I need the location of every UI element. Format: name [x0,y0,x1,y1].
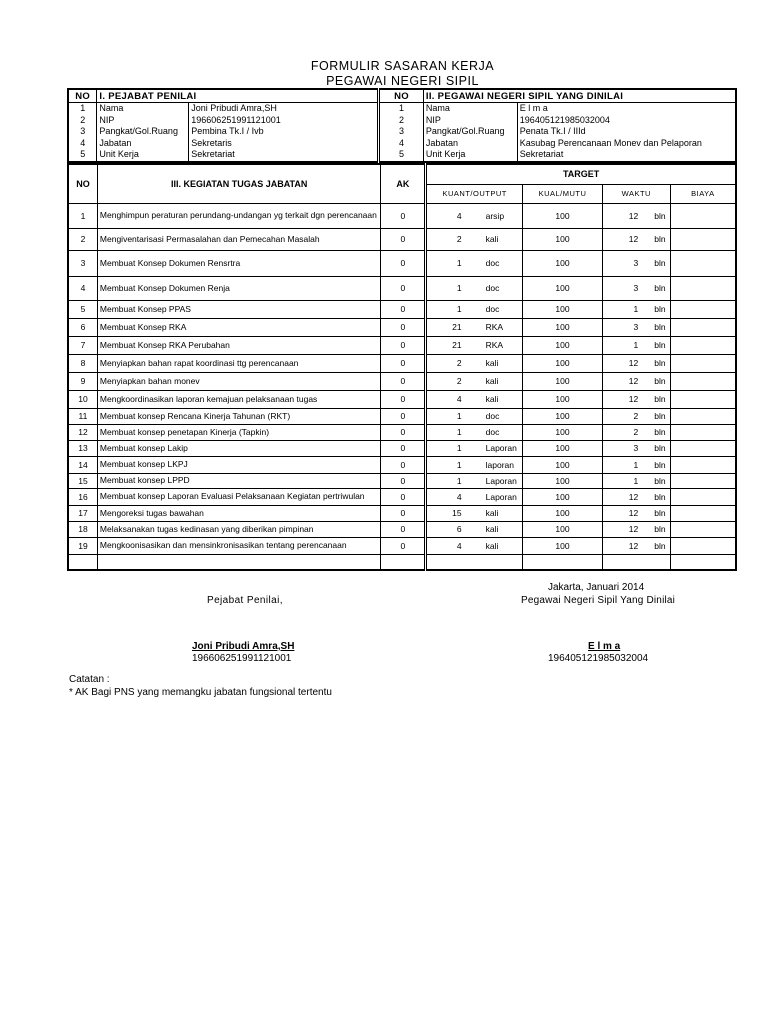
task-cost [670,354,736,372]
task-no: 19 [68,537,97,554]
info-left-value: Pembina Tk.I / Ivb [189,126,379,138]
task-activity: Membuat konsep LPPD [97,473,381,488]
info-right-value: E l m a [517,103,736,115]
info-right-no: 2 [379,115,424,127]
task-time: 12 [602,505,650,521]
task-row [68,521,736,537]
task-quantity-unit: Laporan [474,440,523,456]
task-time: 12 [602,488,650,505]
task-quality: 100 [523,488,603,505]
task-cost [670,372,736,390]
task-quantity-unit: arsip [474,203,523,228]
task-quantity: 15 [426,505,474,521]
task-time: 12 [602,521,650,537]
task-quantity-unit: kali [474,505,523,521]
empty-cell [68,554,97,570]
task-no: 2 [68,228,97,250]
task-activity: Membuat konsep LKPJ [97,456,381,473]
info-right-value: Sekretariat [517,149,736,162]
task-time-unit: bln [650,440,670,456]
task-quality: 100 [523,318,603,336]
task-quantity: 2 [426,372,474,390]
task-activity: Membuat konsep penetapan Kinerja (Tapkin) [97,424,381,440]
task-row [68,440,736,456]
task-time: 12 [602,354,650,372]
task-time-unit: bln [650,408,670,424]
task-quality: 100 [523,390,603,408]
task-cost [670,537,736,554]
task-row [68,354,736,372]
empty-cell [426,554,474,570]
tasks-body [68,203,736,570]
task-time: 3 [602,440,650,456]
task-activity: Mengiventarisasi Permasalahan dan Pemecahan Masalah [97,228,381,250]
form-subtitle: PEGAWAI NEGERI SIPIL [326,74,479,88]
task-quantity: 1 [426,456,474,473]
task-quality: 100 [523,276,603,300]
task-time-unit: bln [650,250,670,276]
task-row [68,276,736,300]
task-time: 1 [602,473,650,488]
personnel-info-table [67,88,737,163]
task-quantity-unit: Laporan [474,488,523,505]
task-quantity-unit: Laporan [474,473,523,488]
info-right-no: 1 [379,103,424,115]
task-cost [670,488,736,505]
info-left-field: Unit Kerja [97,149,189,162]
info-right-field: Pangkat/Gol.Ruang [423,126,517,138]
task-quantity-unit: kali [474,390,523,408]
task-activity: Membuat konsep Laporan Evaluasi Pelaksanaan Kegiatan pertriwulan [97,488,381,505]
task-row [68,250,736,276]
info-left-field: NIP [97,115,189,127]
task-quantity-unit: kali [474,354,523,372]
task-quantity-unit: laporan [474,456,523,473]
task-row [68,390,736,408]
task-ak: 0 [381,203,426,228]
task-quantity: 1 [426,408,474,424]
task-time: 12 [602,228,650,250]
assessor-name: Joni Pribudi Amra,SH [192,641,295,652]
info-no: 2 [80,114,86,125]
empty-cell [670,554,736,570]
task-time: 1 [602,456,650,473]
task-no: 15 [68,473,97,488]
empty-cell [602,554,650,570]
task-ak: 0 [381,424,426,440]
task-activity: Mengoreksi tugas bawahan [97,505,381,521]
assessor-role: Pejabat Penilai, [207,595,283,606]
task-time-unit: bln [650,203,670,228]
kual-mutu-header: KUAL/MUTU [523,184,603,203]
task-activity: Menghimpun peraturan perundang-undangan yg terkait dgn perencanaan [97,203,381,228]
task-activity: Menyiapkan bahan monev [97,372,381,390]
tasks-no-header: NO [68,164,97,203]
empty-cell [523,554,603,570]
task-cost [670,300,736,318]
task-time-unit: bln [650,318,670,336]
task-quality: 100 [523,336,603,354]
task-ak: 0 [381,473,426,488]
task-activity: Membuat Konsep RKA [97,318,381,336]
task-quantity-unit: doc [474,300,523,318]
task-quantity-unit: kali [474,372,523,390]
task-quantity: 1 [426,424,474,440]
task-ak: 0 [381,318,426,336]
biaya-header: BIAYA [670,184,736,203]
info-row [68,126,736,138]
task-quantity: 21 [426,336,474,354]
task-ak: 0 [381,521,426,537]
task-quantity: 4 [426,537,474,554]
task-ak: 0 [381,336,426,354]
task-row [68,300,736,318]
task-time-unit: bln [650,424,670,440]
task-no: 3 [68,250,97,276]
info-row [68,115,736,127]
task-ak: 0 [381,228,426,250]
info-right-field: NIP [423,115,517,127]
task-ak: 0 [381,488,426,505]
task-quality: 100 [523,408,603,424]
task-targets-table [67,163,737,571]
task-quantity-unit: kali [474,521,523,537]
employee-role: Pegawai Negeri Sipil Yang Dinilai [521,595,676,606]
task-no: 16 [68,488,97,505]
task-cost [670,336,736,354]
info-no: 3 [80,126,86,137]
task-cost [670,276,736,300]
info-row [68,103,736,115]
task-time: 12 [602,372,650,390]
task-time: 12 [602,203,650,228]
task-no: 8 [68,354,97,372]
info-right-value: 196405121985032004 [517,115,736,127]
task-time-unit: bln [650,390,670,408]
form-title: FORMULIR SASARAN KERJA [310,59,495,73]
info-no: 5 [80,149,86,160]
task-no: 18 [68,521,97,537]
task-no: 17 [68,505,97,521]
task-quality: 100 [523,354,603,372]
task-row [68,424,736,440]
task-ak: 0 [381,250,426,276]
task-time: 12 [602,390,650,408]
task-quantity: 1 [426,300,474,318]
task-quantity: 2 [426,354,474,372]
task-no: 5 [68,300,97,318]
task-quantity: 1 [426,276,474,300]
info-row [68,149,736,162]
task-quantity-unit: kali [474,537,523,554]
task-activity: Membuat Konsep RKA Perubahan [97,336,381,354]
task-cost [670,424,736,440]
employee-name: E l m a [588,641,621,652]
task-time: 1 [602,336,650,354]
task-row [68,408,736,424]
task-quantity: 21 [426,318,474,336]
task-activity: Melaksanakan tugas kedinasan yang diberikan pimpinan [97,521,381,537]
task-time: 2 [602,424,650,440]
task-row [68,228,736,250]
tasks-target-header: TARGET [426,164,736,184]
info-left-section-header: I. PEJABAT PENILAI [97,89,379,103]
task-cost [670,408,736,424]
task-quality: 100 [523,203,603,228]
info-row [68,138,736,150]
task-time-unit: bln [650,456,670,473]
task-quantity: 2 [426,228,474,250]
info-no: 4 [80,137,86,148]
task-ak: 0 [381,456,426,473]
task-row [68,505,736,521]
employee-nip: 196405121985032004 [548,653,649,664]
task-quality: 100 [523,537,603,554]
info-left-value: Sekretaris [189,138,379,150]
task-activity: Membuat konsep Rencana Kinerja Tahunan (RKT) [97,408,381,424]
task-quantity: 1 [426,440,474,456]
task-time-unit: bln [650,336,670,354]
task-quantity: 4 [426,488,474,505]
task-quantity: 6 [426,521,474,537]
empty-cell [381,554,426,570]
task-no: 7 [68,336,97,354]
task-no: 6 [68,318,97,336]
task-quality: 100 [523,521,603,537]
task-ak: 0 [381,505,426,521]
task-time-unit: bln [650,276,670,300]
task-no: 1 [68,203,97,228]
task-cost [670,440,736,456]
task-time-unit: bln [650,372,670,390]
task-cost [670,203,736,228]
task-ak: 0 [381,537,426,554]
task-time-unit: bln [650,300,670,318]
task-cost [670,521,736,537]
task-no: 10 [68,390,97,408]
task-quantity-unit: doc [474,424,523,440]
task-quality: 100 [523,372,603,390]
place-date: Jakarta, Januari 2014 [548,582,645,593]
task-time-unit: bln [650,521,670,537]
task-time-unit: bln [650,228,670,250]
task-time: 3 [602,276,650,300]
empty-cell [650,554,670,570]
task-time: 2 [602,408,650,424]
task-quality: 100 [523,300,603,318]
info-body [68,103,736,162]
tasks-header-row [68,164,736,184]
task-activity: Membuat Konsep Dokumen Renja [97,276,381,300]
task-no: 11 [68,408,97,424]
task-quantity: 1 [426,473,474,488]
task-row [68,456,736,473]
task-row [68,318,736,336]
task-time: 3 [602,318,650,336]
task-time-unit: bln [650,354,670,372]
info-right-field: Jabatan [423,138,517,150]
task-row [68,488,736,505]
task-quantity-unit: RKA [474,318,523,336]
task-row [68,537,736,554]
task-quality: 100 [523,228,603,250]
task-quantity-unit: doc [474,408,523,424]
task-row [68,473,736,488]
task-no: 14 [68,456,97,473]
task-time: 1 [602,300,650,318]
tasks-activity-header: III. KEGIATAN TUGAS JABATAN [97,164,381,203]
task-activity: Membuat konsep Lakip [97,440,381,456]
task-cost [670,318,736,336]
info-right-no: 5 [379,149,424,162]
task-activity: Menyiapkan bahan rapat koordinasi ttg perencanaan [97,354,381,372]
info-right-value: Penata Tk.I / IIId [517,126,736,138]
task-quantity-unit: doc [474,276,523,300]
info-left-no-header: NO [68,89,97,103]
task-time-unit: bln [650,488,670,505]
notes-text: * AK Bagi PNS yang memangku jabatan fungsional tertentu [69,687,332,698]
task-time-unit: bln [650,473,670,488]
task-activity: Membuat Konsep PPAS [97,300,381,318]
task-time-unit: bln [650,505,670,521]
info-right-no-header: NO [379,89,424,103]
notes-label: Catatan : [69,674,110,685]
task-row [68,203,736,228]
task-quality: 100 [523,473,603,488]
task-quantity: 1 [426,250,474,276]
task-row [68,372,736,390]
task-ak: 0 [381,390,426,408]
task-ak: 0 [381,408,426,424]
task-ak: 0 [381,440,426,456]
task-quality: 100 [523,440,603,456]
task-quantity: 4 [426,390,474,408]
task-ak: 0 [381,372,426,390]
task-time-unit: bln [650,537,670,554]
task-quantity-unit: RKA [474,336,523,354]
info-right-no: 3 [379,126,424,138]
task-quality: 100 [523,250,603,276]
info-left-field: Nama [97,103,189,115]
task-cost [670,250,736,276]
info-right-section-header: II. PEGAWAI NEGERI SIPIL YANG DINILAI [423,89,736,103]
task-activity: Mengkoonisasikan dan mensinkronisasikan tentang perencanaan [97,537,381,554]
info-right-value: Kasubag Perencanaan Monev dan Pelaporan [517,138,736,150]
info-left-field: Pangkat/Gol.Ruang [97,126,189,138]
task-ak: 0 [381,276,426,300]
task-cost [670,473,736,488]
info-no: 1 [80,103,86,114]
task-quantity: 4 [426,203,474,228]
task-no: 4 [68,276,97,300]
task-time: 12 [602,537,650,554]
info-left-value: 196606251991121001 [189,115,379,127]
empty-cell [97,554,381,570]
task-cost [670,228,736,250]
waktu-header: WAKTU [602,184,670,203]
task-ak: 0 [381,300,426,318]
assessor-nip: 196606251991121001 [192,653,292,664]
task-ak: 0 [381,354,426,372]
task-quality: 100 [523,505,603,521]
task-activity: Mengkoordinasikan laporan kemajuan pelaksanaan tugas [97,390,381,408]
kuant-output-header: KUANT/OUTPUT [426,184,523,203]
task-activity: Membuat Konsep Dokumen Rensrtra [97,250,381,276]
info-left-value: Sekretariat [189,149,379,162]
task-no: 12 [68,424,97,440]
info-header-row [68,89,736,103]
task-no: 13 [68,440,97,456]
info-left-field: Jabatan [97,138,189,150]
task-quality: 100 [523,456,603,473]
task-no: 9 [68,372,97,390]
task-cost [670,505,736,521]
info-left-value: Joni Pribudi Amra,SH [189,103,379,115]
task-quantity-unit: doc [474,250,523,276]
info-right-no: 4 [379,138,424,150]
task-quality: 100 [523,424,603,440]
task-quantity-unit: kali [474,228,523,250]
task-row-empty [68,554,736,570]
task-time: 3 [602,250,650,276]
task-cost [670,390,736,408]
task-row [68,336,736,354]
task-cost [670,456,736,473]
tasks-ak-header: AK [381,164,426,203]
empty-cell [474,554,523,570]
info-right-field: Unit Kerja [423,149,517,162]
info-right-field: Nama [423,103,517,115]
